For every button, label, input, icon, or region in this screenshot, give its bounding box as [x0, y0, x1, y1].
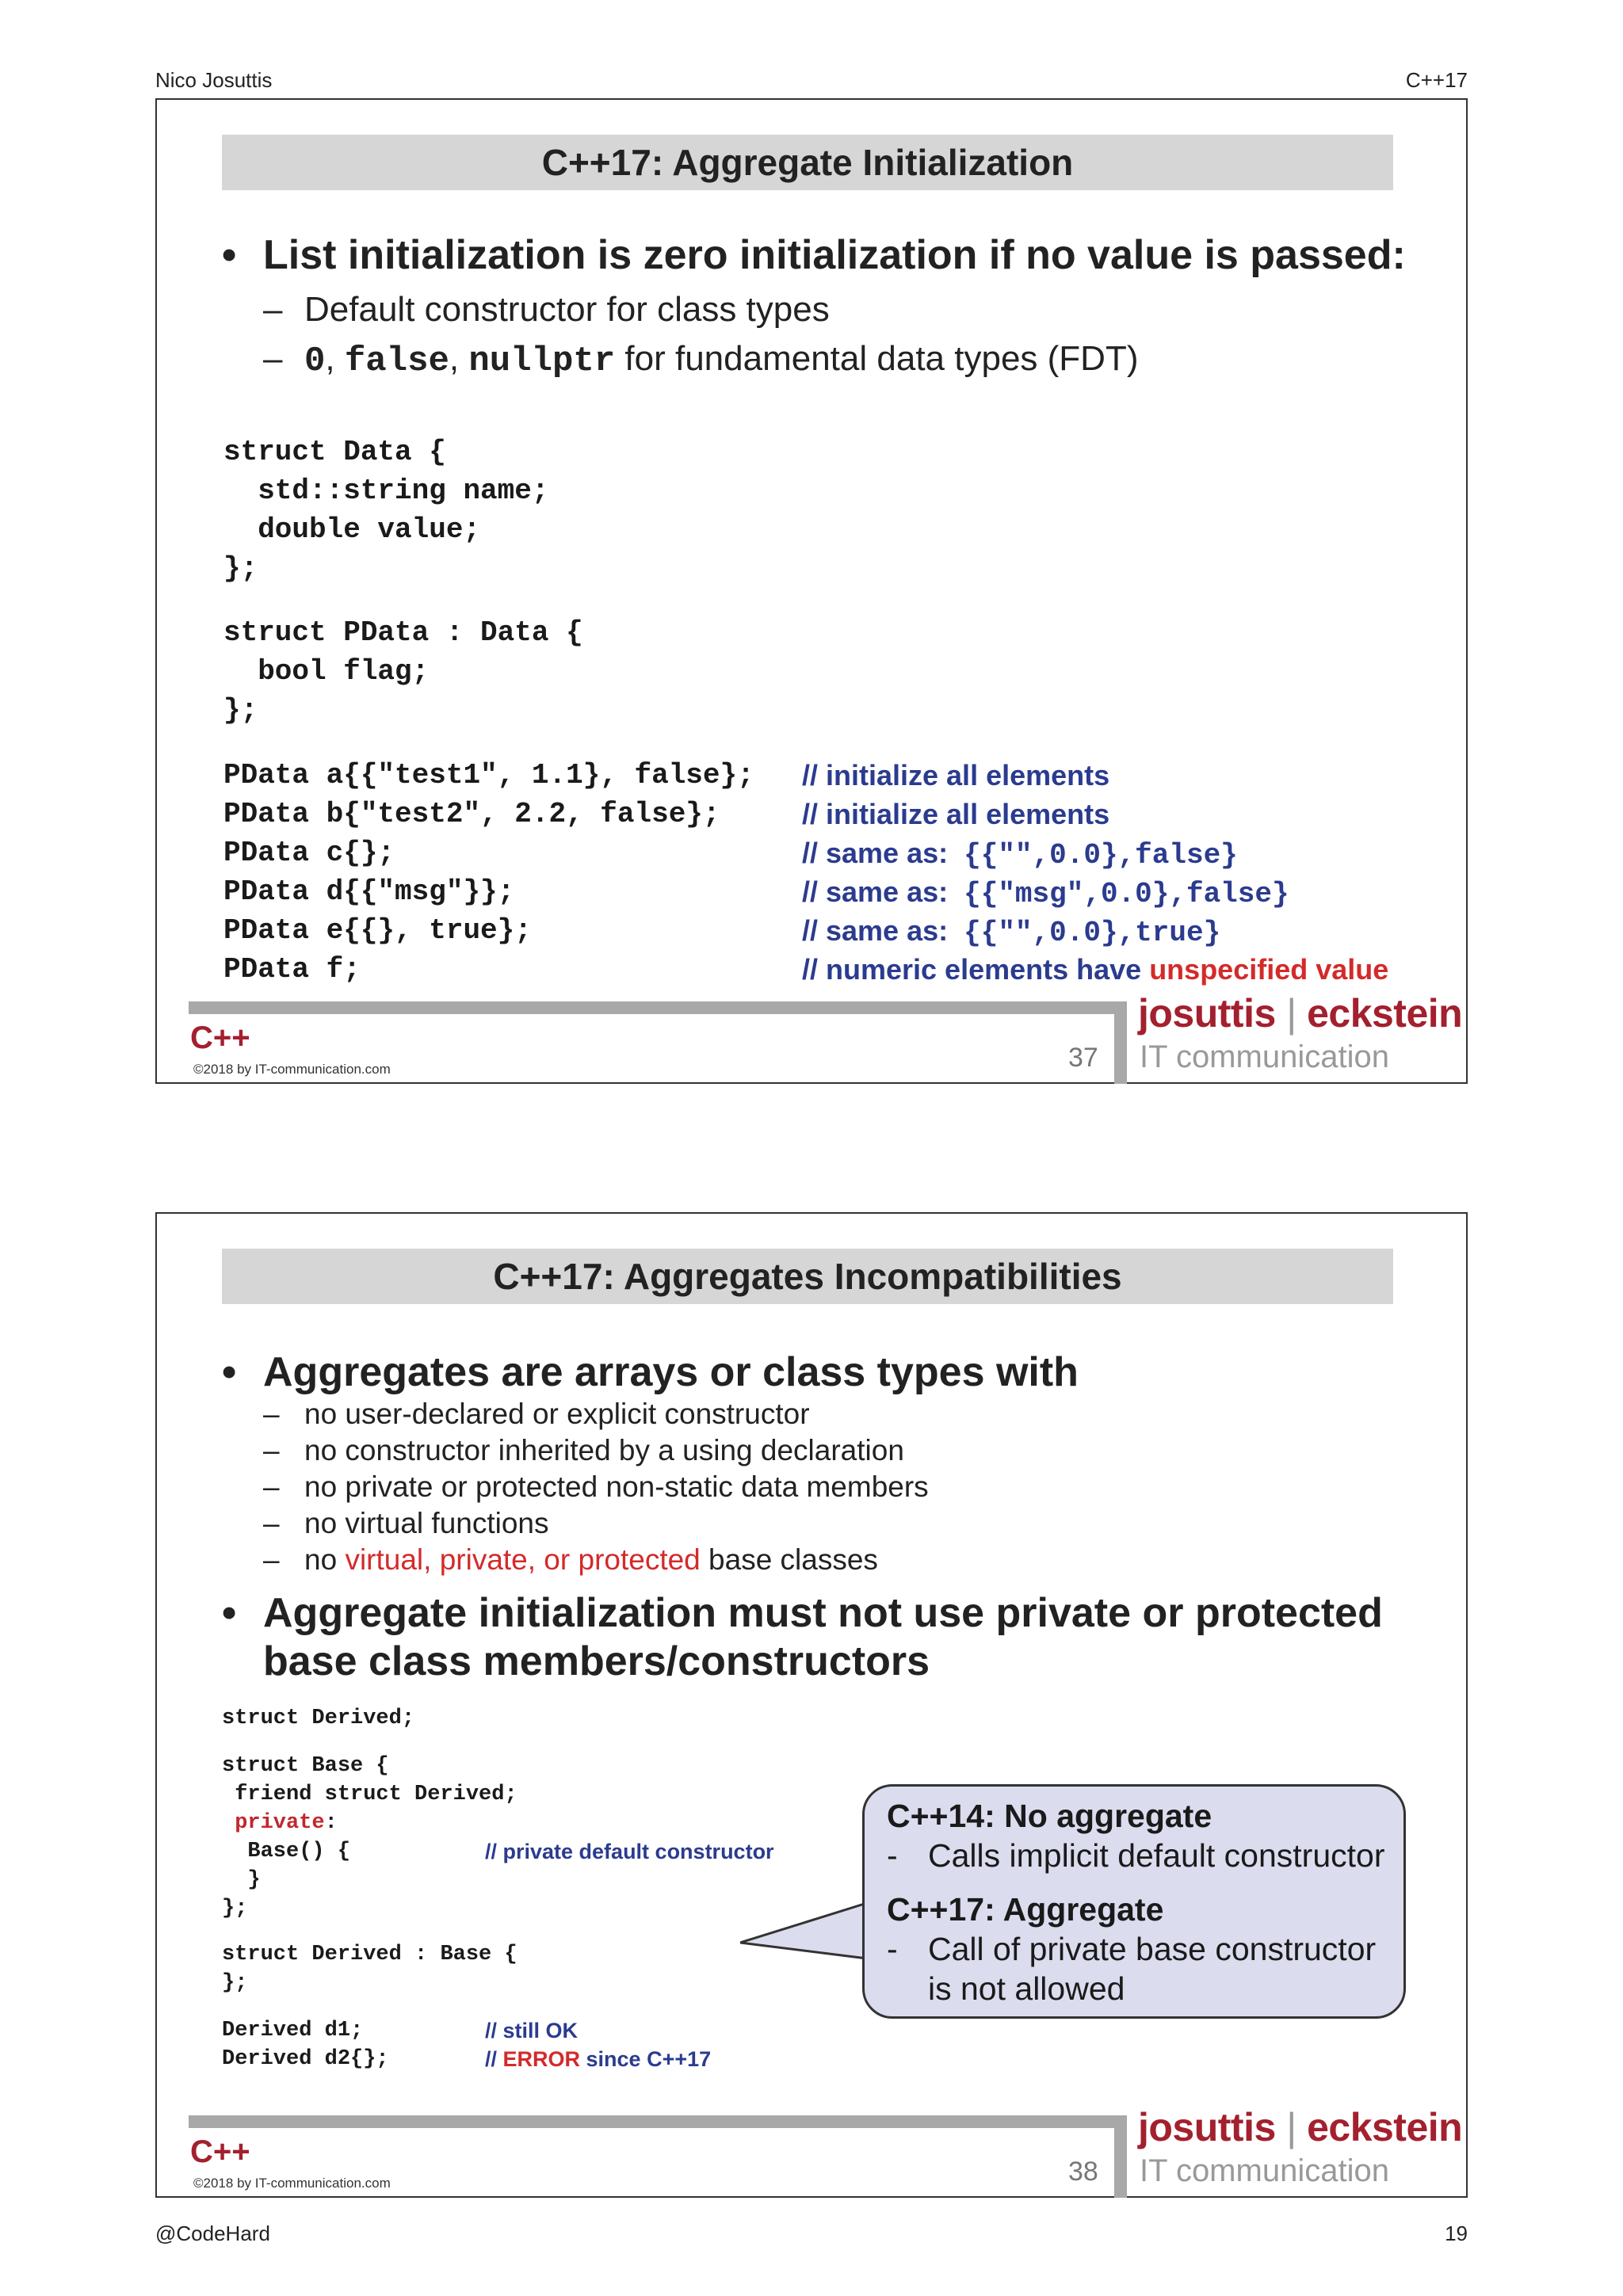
code-text: :: [324, 1811, 338, 1835]
bullet-dot: •: [222, 1590, 237, 1636]
footer-bar: [189, 2115, 1114, 2128]
dash: –: [263, 1398, 280, 1430]
code-comment: [802, 875, 1289, 910]
sub-bullet-2: [263, 339, 1139, 381]
sub-bullet-text: no virtual functions: [304, 1507, 549, 1539]
sub-bullet: [263, 1470, 929, 1504]
sub-bullet-text: no private or protected non-static data members: [304, 1470, 929, 1503]
sub-bullet: [263, 1543, 878, 1577]
comment-highlight: unspecified value: [1149, 953, 1389, 986]
sub-bullet-text: no: [304, 1543, 346, 1576]
footer-copyright: ©2018 by IT-communication.com: [193, 1062, 391, 1077]
dash: –: [263, 1470, 280, 1503]
callout-text: Calls implicit default constructor: [928, 1837, 1385, 1874]
footer-cpp-label: C++: [190, 1020, 250, 1055]
sub-bullet-1: [263, 290, 830, 330]
bullet-dot: •: [222, 1349, 237, 1395]
callout-heading: C++17: Aggregate: [887, 1891, 1164, 1928]
code-line: };: [222, 1971, 248, 1995]
bullet-main: [222, 231, 1406, 279]
slide-37: [155, 98, 1468, 1084]
code-line: std::string name;: [223, 475, 549, 507]
logo-josuttis-eckstein: [1138, 990, 1462, 1036]
sub-bullet-text: Default constructor for class types: [304, 290, 830, 329]
slide-number: 38: [1068, 2157, 1098, 2187]
code-comment: // initialize all elements: [802, 798, 1110, 830]
callout-text: is not allowed: [928, 1970, 1125, 2007]
comment-text: // same as:: [802, 837, 964, 869]
page-header-topic: C++17: [1405, 68, 1468, 92]
logo-it-communication: IT communication: [1140, 1039, 1389, 1074]
footer-bar: [189, 1001, 1114, 1014]
code-line: struct PData : Data {: [223, 616, 583, 649]
code-line: struct Base {: [222, 1754, 389, 1778]
callout-dash: -: [887, 1837, 898, 1874]
footer-copyright: ©2018 by IT-communication.com: [193, 2176, 391, 2191]
sub-bullet-text: for fundamental data types (FDT): [615, 339, 1139, 378]
comment-text: since C++17: [580, 2047, 712, 2071]
footer-bar-vertical: [1114, 1001, 1127, 1084]
code-line: struct Derived;: [222, 1707, 415, 1730]
code-line: [222, 1811, 338, 1835]
bullet-main: [222, 1348, 1079, 1396]
code-comment: // initialize all elements: [802, 759, 1110, 791]
code-zero: 0: [304, 341, 326, 381]
comment-text: // same as:: [802, 914, 964, 947]
code-comment: [802, 837, 1238, 871]
code-line: };: [222, 1897, 248, 1920]
logo-josuttis-eckstein: [1138, 2104, 1462, 2150]
logo-separator: |: [1275, 991, 1308, 1035]
code-nullptr: nullptr: [468, 341, 616, 381]
footer-bar-vertical: [1114, 2115, 1127, 2198]
bullet-text: Aggregates are arrays or class types with: [263, 1349, 1079, 1395]
code-comment: [802, 914, 1220, 949]
comment-text: // numeric elements have: [802, 953, 1150, 986]
separator: ,: [449, 339, 469, 378]
sub-bullet-text: no constructor inherited by a using declaration: [304, 1434, 904, 1466]
comment-code: {{"",0.0},true}: [964, 917, 1221, 949]
code-line: PData b{"test2", 2.2, false};: [223, 798, 720, 830]
sub-bullet-text: base classes: [700, 1543, 878, 1576]
code-false: false: [344, 341, 449, 381]
dash: –: [263, 290, 283, 329]
code-comment: // still OK: [485, 2019, 579, 2042]
dash: –: [263, 1543, 280, 1576]
bullet-dot: •: [222, 232, 237, 278]
code-comment: [485, 2047, 711, 2072]
code-line: };: [223, 552, 258, 585]
sub-bullet-text: no user-declared or explicit constructor: [304, 1398, 810, 1430]
comment-code: {{"msg",0.0},false}: [964, 878, 1289, 910]
comment-code: {{"",0.0},false}: [964, 839, 1238, 871]
code-line: PData e{{}, true};: [223, 914, 532, 947]
page-footer-source: @CodeHard: [155, 2222, 270, 2245]
code-line: struct Derived : Base {: [222, 1943, 517, 1966]
code-line: double value;: [223, 513, 481, 546]
bullet-text-cont: base class members/constructors: [263, 1638, 930, 1684]
code-line: };: [223, 694, 258, 727]
dash: –: [263, 339, 283, 378]
code-line: friend struct Derived;: [222, 1783, 517, 1806]
callout-box: [862, 1784, 1406, 2019]
page-footer-number: 19: [1445, 2222, 1468, 2245]
bullet-text: Aggregate initialization must not use private or protected: [263, 1590, 1383, 1636]
logo-word: eckstein: [1307, 2105, 1463, 2149]
comment-text: //: [485, 2047, 503, 2071]
code-comment: // private default constructor: [485, 1840, 774, 1863]
logo-word: eckstein: [1307, 991, 1463, 1035]
callout-heading: C++14: No aggregate: [887, 1798, 1212, 1834]
dash: –: [263, 1507, 280, 1539]
comment-text: // same as:: [802, 875, 964, 908]
sub-bullet: [263, 1507, 549, 1540]
code-line: Derived d2{};: [222, 2047, 389, 2071]
comment-error: ERROR: [502, 2047, 581, 2071]
code-line: bool flag;: [223, 655, 430, 688]
logo-word: josuttis: [1138, 2105, 1276, 2149]
code-line: PData f;: [223, 953, 361, 986]
slide-title: C++17: Aggregates Incompatibilities: [222, 1249, 1393, 1304]
slide-38: [155, 1212, 1468, 2198]
footer-cpp-label: C++: [190, 2134, 250, 2169]
code-line: PData c{};: [223, 837, 395, 869]
bullet-main: [222, 1589, 1383, 1637]
sub-bullet-highlight: virtual, private, or protected: [345, 1543, 701, 1576]
logo-it-communication: IT communication: [1140, 2153, 1389, 2188]
code-line: Base() {: [222, 1840, 351, 1863]
page-header-author: Nico Josuttis: [155, 68, 273, 92]
code-line: struct Data {: [223, 436, 446, 468]
bullet-text: List initialization is zero initialization if no value is passed:: [263, 232, 1406, 278]
sub-bullet: [263, 1434, 904, 1467]
slide-number: 37: [1068, 1043, 1098, 1073]
logo-separator: |: [1275, 2105, 1308, 2149]
sub-bullet: [263, 1398, 810, 1431]
callout-pointer: [740, 1903, 875, 1974]
code-line: Derived d1;: [222, 2019, 364, 2042]
callout-text: Call of private base constructor: [928, 1931, 1377, 1967]
code-keyword-private: private: [222, 1811, 325, 1835]
slide-title: C++17: Aggregate Initialization: [222, 135, 1393, 190]
separator: ,: [325, 339, 345, 378]
code-line: }: [222, 1868, 261, 1892]
logo-word: josuttis: [1138, 991, 1276, 1035]
code-line: PData d{{"msg"}};: [223, 875, 515, 908]
code-line: PData a{{"test1", 1.1}, false};: [223, 759, 754, 791]
dash: –: [263, 1434, 280, 1466]
code-comment: [802, 953, 1388, 986]
callout-dash: -: [887, 1931, 898, 1967]
